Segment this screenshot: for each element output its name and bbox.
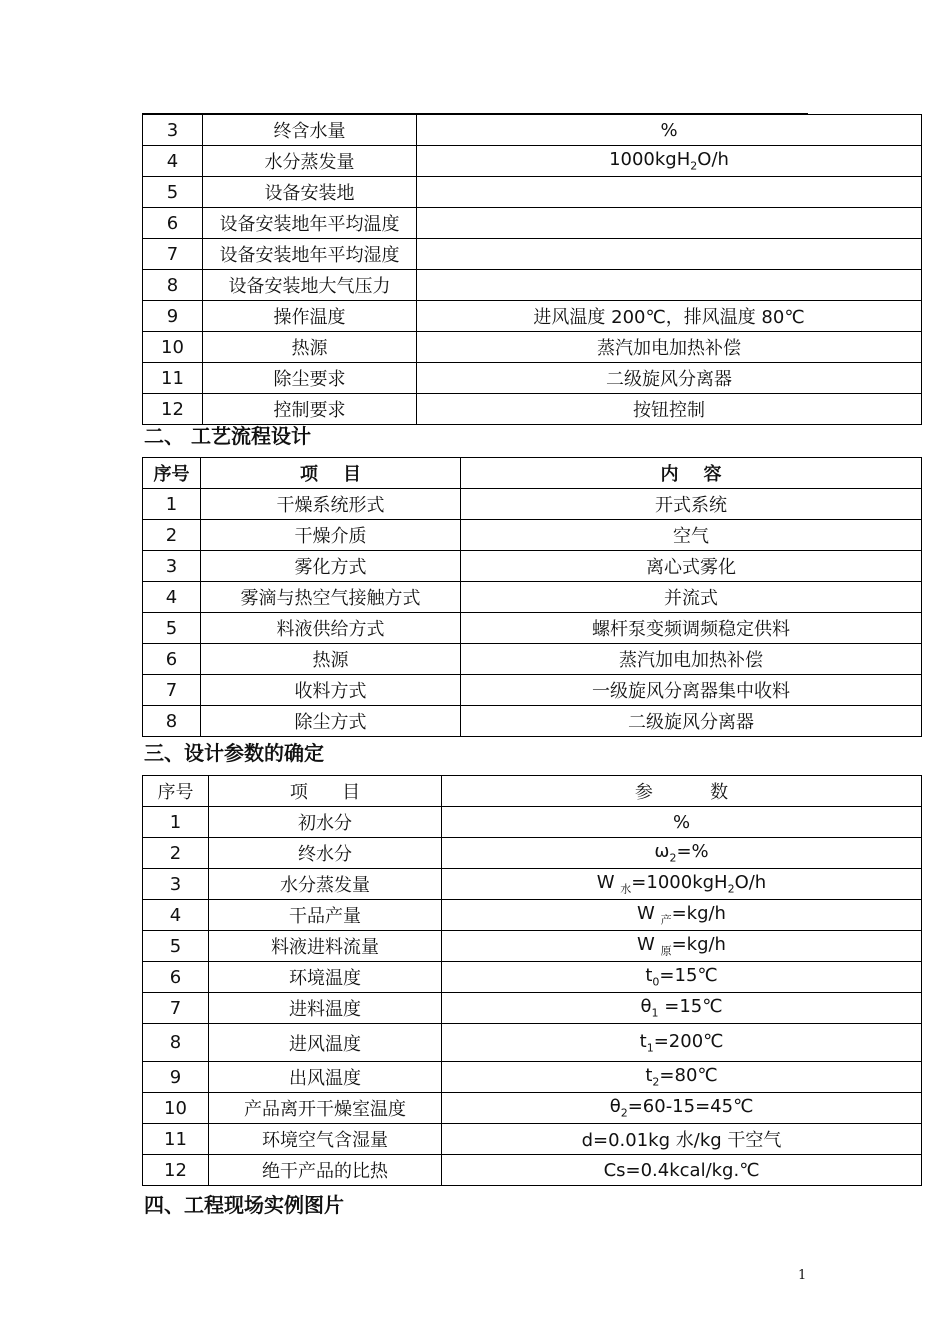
table-row bbox=[143, 807, 922, 838]
table-row bbox=[143, 1155, 922, 1186]
row-number: 10 bbox=[143, 1093, 209, 1124]
table-header-row bbox=[143, 776, 922, 807]
row-content: 进风温度 200℃，排风温度 80℃ bbox=[417, 301, 922, 332]
row-content: 蒸汽加电加热补偿 bbox=[461, 644, 922, 675]
table-row bbox=[143, 993, 922, 1024]
row-item: 水分蒸发量 bbox=[209, 869, 442, 900]
row-number: 5 bbox=[143, 177, 203, 208]
row-item: 绝干产品的比热 bbox=[209, 1155, 442, 1186]
row-number: 7 bbox=[143, 239, 203, 270]
row-content: 按钮控制 bbox=[417, 394, 922, 425]
table-row bbox=[143, 582, 922, 613]
row-content: 一级旋风分离器集中收料 bbox=[461, 675, 922, 706]
row-item: 终含水量 bbox=[203, 115, 417, 146]
row-number: 5 bbox=[143, 931, 209, 962]
row-item: 进风温度 bbox=[209, 1024, 442, 1062]
table-row bbox=[143, 208, 922, 239]
row-item: 环境空气含湿量 bbox=[209, 1124, 442, 1155]
row-item: 控制要求 bbox=[203, 394, 417, 425]
row-content bbox=[417, 239, 922, 270]
table-row bbox=[143, 301, 922, 332]
row-number: 12 bbox=[143, 1155, 209, 1186]
table-row bbox=[143, 394, 922, 425]
row-content: 二级旋风分离器 bbox=[417, 363, 922, 394]
row-number: 3 bbox=[143, 869, 209, 900]
requirements-table bbox=[142, 114, 922, 425]
row-number: 8 bbox=[143, 1024, 209, 1062]
row-item: 操作温度 bbox=[203, 301, 417, 332]
row-number: 1 bbox=[143, 489, 201, 520]
row-item: 干燥介质 bbox=[201, 520, 461, 551]
header-number: 序号 bbox=[143, 458, 201, 489]
section-heading-parameters: 三、设计参数的确定 bbox=[144, 741, 324, 765]
row-item: 干燥系统形式 bbox=[201, 489, 461, 520]
row-content: 并流式 bbox=[461, 582, 922, 613]
table-row bbox=[143, 551, 922, 582]
row-item: 设备安装地年平均温度 bbox=[203, 208, 417, 239]
row-number: 2 bbox=[143, 520, 201, 551]
row-item: 料液进料流量 bbox=[209, 931, 442, 962]
table-row bbox=[143, 1062, 922, 1093]
row-item: 除尘要求 bbox=[203, 363, 417, 394]
row-item: 终水分 bbox=[209, 838, 442, 869]
row-number: 4 bbox=[143, 582, 201, 613]
row-content bbox=[417, 208, 922, 239]
process-design-table bbox=[142, 457, 922, 737]
row-item: 干品产量 bbox=[209, 900, 442, 931]
row-number: 4 bbox=[143, 146, 203, 177]
row-content: W $_产$=kg/h bbox=[442, 900, 922, 931]
row-number: 12 bbox=[143, 394, 203, 425]
row-number: 2 bbox=[143, 838, 209, 869]
header-content: 内 容 bbox=[461, 458, 922, 489]
table-row bbox=[143, 270, 922, 301]
row-content: % bbox=[442, 807, 922, 838]
row-item: 设备安装地年平均湿度 bbox=[203, 239, 417, 270]
row-item: 热源 bbox=[201, 644, 461, 675]
table-row bbox=[143, 146, 922, 177]
table-row bbox=[143, 332, 922, 363]
table-row bbox=[143, 675, 922, 706]
row-content: 1000kgH$_2$O/h bbox=[417, 146, 922, 177]
row-item: 环境温度 bbox=[209, 962, 442, 993]
row-content: 蒸汽加电加热补偿 bbox=[417, 332, 922, 363]
section-heading-photos: 四、工程现场实例图片 bbox=[144, 1193, 344, 1217]
row-content: Cs=0.4kcal/kg.℃ bbox=[442, 1155, 922, 1186]
row-item: 收料方式 bbox=[201, 675, 461, 706]
row-number: 6 bbox=[143, 644, 201, 675]
row-item: 初水分 bbox=[209, 807, 442, 838]
table-row bbox=[143, 1093, 922, 1124]
row-item: 出风温度 bbox=[209, 1062, 442, 1093]
row-item: 雾化方式 bbox=[201, 551, 461, 582]
row-content bbox=[417, 177, 922, 208]
row-item: 除尘方式 bbox=[201, 706, 461, 737]
table-header-row bbox=[143, 458, 922, 489]
table-row bbox=[143, 115, 922, 146]
table-row bbox=[143, 520, 922, 551]
design-parameters-table bbox=[142, 775, 922, 1186]
table-row bbox=[143, 962, 922, 993]
row-content: 二级旋风分离器 bbox=[461, 706, 922, 737]
table-row bbox=[143, 489, 922, 520]
row-item: 雾滴与热空气接触方式 bbox=[201, 582, 461, 613]
row-content: W $_原$=kg/h bbox=[442, 931, 922, 962]
section-heading-process: 二、 工艺流程设计 bbox=[144, 424, 311, 448]
row-item: 水分蒸发量 bbox=[203, 146, 417, 177]
row-content: W $_水$=1000kgH$_2$O/h bbox=[442, 869, 922, 900]
page-number: 1 bbox=[798, 1268, 807, 1283]
table-row bbox=[143, 1124, 922, 1155]
row-number: 10 bbox=[143, 332, 203, 363]
table-row bbox=[143, 869, 922, 900]
row-content bbox=[417, 270, 922, 301]
row-content: 空气 bbox=[461, 520, 922, 551]
table-row bbox=[143, 931, 922, 962]
row-number: 7 bbox=[143, 675, 201, 706]
row-content: $\theta_1$ =15℃ bbox=[442, 993, 922, 1024]
row-content: 离心式雾化 bbox=[461, 551, 922, 582]
row-content: $\omega_2=\%$ bbox=[442, 838, 922, 869]
row-number: 4 bbox=[143, 900, 209, 931]
row-content: $t_0=15℃$ bbox=[442, 962, 922, 993]
row-content: $t_2=80℃$ bbox=[442, 1062, 922, 1093]
row-content: $t_1=200℃$ bbox=[442, 1024, 922, 1062]
row-item: 设备安装地 bbox=[203, 177, 417, 208]
row-number: 8 bbox=[143, 270, 203, 301]
row-number: 9 bbox=[143, 1062, 209, 1093]
table-row bbox=[143, 706, 922, 737]
header-number: 序号 bbox=[143, 776, 209, 807]
table-row bbox=[143, 644, 922, 675]
row-number: 6 bbox=[143, 208, 203, 239]
row-content: 螺杆泵变频调频稳定供料 bbox=[461, 613, 922, 644]
table-row bbox=[143, 900, 922, 931]
table-row bbox=[143, 1024, 922, 1062]
row-content: 开式系统 bbox=[461, 489, 922, 520]
table-row bbox=[143, 177, 922, 208]
row-item: 热源 bbox=[203, 332, 417, 363]
row-content: % bbox=[417, 115, 922, 146]
row-number: 11 bbox=[143, 363, 203, 394]
row-item: 进料温度 bbox=[209, 993, 442, 1024]
row-number: 7 bbox=[143, 993, 209, 1024]
header-item: 项 目 bbox=[209, 776, 442, 807]
row-number: 5 bbox=[143, 613, 201, 644]
row-item: 设备安装地大气压力 bbox=[203, 270, 417, 301]
header-content: 参 数 bbox=[442, 776, 922, 807]
row-number: 3 bbox=[143, 115, 203, 146]
row-content: d=0.01kg 水/kg 干空气 bbox=[442, 1124, 922, 1155]
row-number: 9 bbox=[143, 301, 203, 332]
table-row bbox=[143, 363, 922, 394]
row-content: $\theta_2=60-15=45℃$ bbox=[442, 1093, 922, 1124]
row-number: 1 bbox=[143, 807, 209, 838]
table-row bbox=[143, 239, 922, 270]
table-row bbox=[143, 838, 922, 869]
row-item: 料液供给方式 bbox=[201, 613, 461, 644]
header-item: 项 目 bbox=[201, 458, 461, 489]
row-number: 6 bbox=[143, 962, 209, 993]
row-number: 8 bbox=[143, 706, 201, 737]
row-number: 3 bbox=[143, 551, 201, 582]
table-row bbox=[143, 613, 922, 644]
row-number: 11 bbox=[143, 1124, 209, 1155]
row-item: 产品离开干燥室温度 bbox=[209, 1093, 442, 1124]
